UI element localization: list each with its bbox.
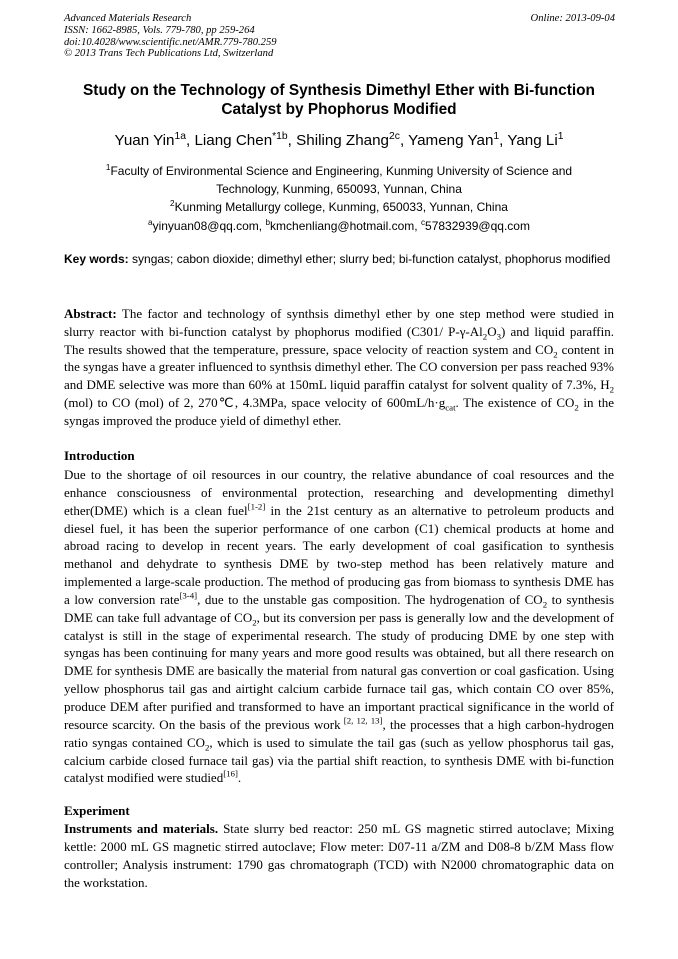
citation: [3-4]: [179, 590, 198, 601]
journal-header: [64, 13, 404, 60]
author-affil-mark: 1: [557, 130, 564, 142]
affiliation-1-line-1: $^1$Faculty of Environmental Science and Engineering, Kunming University of Science and: [105, 163, 573, 178]
keywords-text: syngas; cabon dioxide; dimethyl ether; slurry bed; bi-function catalyst, phophorus modified: [128, 252, 611, 266]
author-separator: ,: [499, 132, 508, 149]
author-list: [64, 131, 614, 151]
experiment-heading: Experiment: [64, 803, 130, 818]
introduction-heading: Introduction: [64, 448, 135, 463]
affiliation-1-line-2: Technology, Kunming, 650093, Yunnan, China: [216, 182, 462, 197]
author-name: Shiling Zhang: [296, 132, 390, 149]
title-line-2: Catalyst by Phophorus Modified: [221, 101, 457, 118]
introduction-body: Due to the shortage of oil resources in our country, the relative abundance of coal resources and the enhance consciousness of environmental protection, researching and developmenting dimethyl ether(DME) which is a clean fuel[1-2] in the 21st century as an alternative to petroleum products and diesel fuel, it has been the superior performance of one carbon (C1) chemical products at home and abroad racing to develop in recent years. The early development of coal gasification to synthesis methanol and dehydrate to synthesis DME by two-step method has been relatively mature and implemented a large-scale production. The method of producing gas from biomass to synthesis DME has a low conversion rate[3-4], due to the unstable gas composition. The hydrogenation of $CO_2$ to synthesis DME can take full advantage of $CO_2$, but its conversion per pass is generally low and the development of catalyst is still in the stage of experimental research. The study of producing DME by one step with syngas has been continuing for many years and more good results was obtained, but all there research on DME for synthesis DME are basically the material from natural gas convertion or coal gasfication. Using yellow phosphorus tail gas and airtight calcium carbide furnace tail gas, which contain CO over 85%, produce DEM after purified and transformed to have an important practical significance in the world of resource scarcity. On the basis of the previous work [2, 12, 13], the processes that a high carbon-hydrogen ratio syngas contained $CO_2$, which is used to simulate the tail gas (such as yellow phosphorus tail gas, calcium carbide closed furnace tail gas) via the partial shift reaction, to synthesis DME with bi-function catalyst modified were studied[16].: [64, 467, 614, 786]
author-affil-mark: 1a: [174, 130, 186, 142]
author-separator: ,: [186, 132, 195, 149]
paper-title: [64, 81, 614, 119]
affil-mark: 2: [170, 199, 175, 209]
email-link[interactable]: 57832939@qq.com: [425, 218, 530, 233]
author-affil-mark: 2c: [389, 130, 400, 142]
citation: [1-2]: [247, 501, 266, 512]
email-link[interactable]: kmchenliang@hotmail.com,: [270, 218, 421, 233]
citation: [2, 12, 13]: [340, 715, 383, 726]
author-name: Yameng Yan: [408, 132, 494, 149]
author-separator: ,: [399, 132, 409, 149]
doi: doi:10.4028/www.scientific.net/AMR.779-780.259: [64, 36, 277, 48]
affiliation-2: $^2$Kunming Metallurgy college, Kunming, 650033, Yunnan, China: [170, 199, 508, 215]
title-line-1: Study on the Technology of Synthesis Dimethyl Ether with Bi-function: [83, 82, 595, 99]
abstract: Abstract: The factor and technology of synthsis dimethyl ether by one step method were studied in slurry reactor with bi-function catalyst by phophorus modified (C301/ $P-\gamma-Al_2O_3$) and liquid paraffin. The results showed that the temperature, pressure, space velocity of reaction system and $CO_2$ content in the syngas have a greater influenced to synthsis dimethyl ether. The CO conversion per pass reached 93% and DME selective was more than 60% at 150mL liquid paraffin catalyst for solvent quality of 7.3%, $H_2$ (mol) to CO (mol) of 2, 270℃, 4.3MPa, space velocity of $600mL/h\cdot g_{cat}$. The existence of $CO_2$ in the syngas improved the produce yield of dimethyl ether.: [64, 306, 614, 428]
email-link[interactable]: yinyuan08@qq.com,: [152, 218, 266, 233]
author-separator: ,: [287, 132, 297, 149]
copyright: © 2013 Trans Tech Publications Ltd, Switzerland: [64, 48, 274, 60]
affiliations: [64, 162, 614, 235]
citation: [16]: [223, 769, 238, 780]
keywords: [64, 251, 614, 269]
author-affil-mark: *1b: [272, 130, 288, 142]
author-emails: $^a$yinyuan08@qq.com, $^b$kmchenliang@hotmail.com, $^c$57832939@qq.com: [148, 217, 530, 233]
journal-name: Advanced Materials Research: [64, 13, 192, 24]
issn: ISSN: 1662-8985, Vols. 779-780, pp 259-264: [64, 24, 255, 36]
experiment-body: Instruments and materials. State slurry bed reactor: 250 mL GS magnetic stirred autoclave; Mixing kettle: 2000 mL GS magnetic stirred autoclave; Flow meter: D07-11 a/ZM and D08-8 b/ZM Mass flow controller; Analysis instrument: 1790 gas chromatograph (TCD) with N2000 chromatographic data on the workstation.: [64, 821, 615, 890]
subsection-label: Instruments and materials.: [64, 821, 219, 836]
author-name: Yuan Yin: [114, 132, 175, 149]
author-name: Liang Chen: [194, 132, 273, 149]
author-affil-mark: 1: [493, 130, 500, 142]
abstract-label: Abstract:: [64, 306, 117, 321]
author-name: Yang Li: [507, 132, 558, 149]
affil-mark: 1: [105, 163, 111, 172]
online-date: Online: 2013-09-04: [530, 13, 615, 24]
keywords-label: Key words:: [64, 252, 129, 266]
